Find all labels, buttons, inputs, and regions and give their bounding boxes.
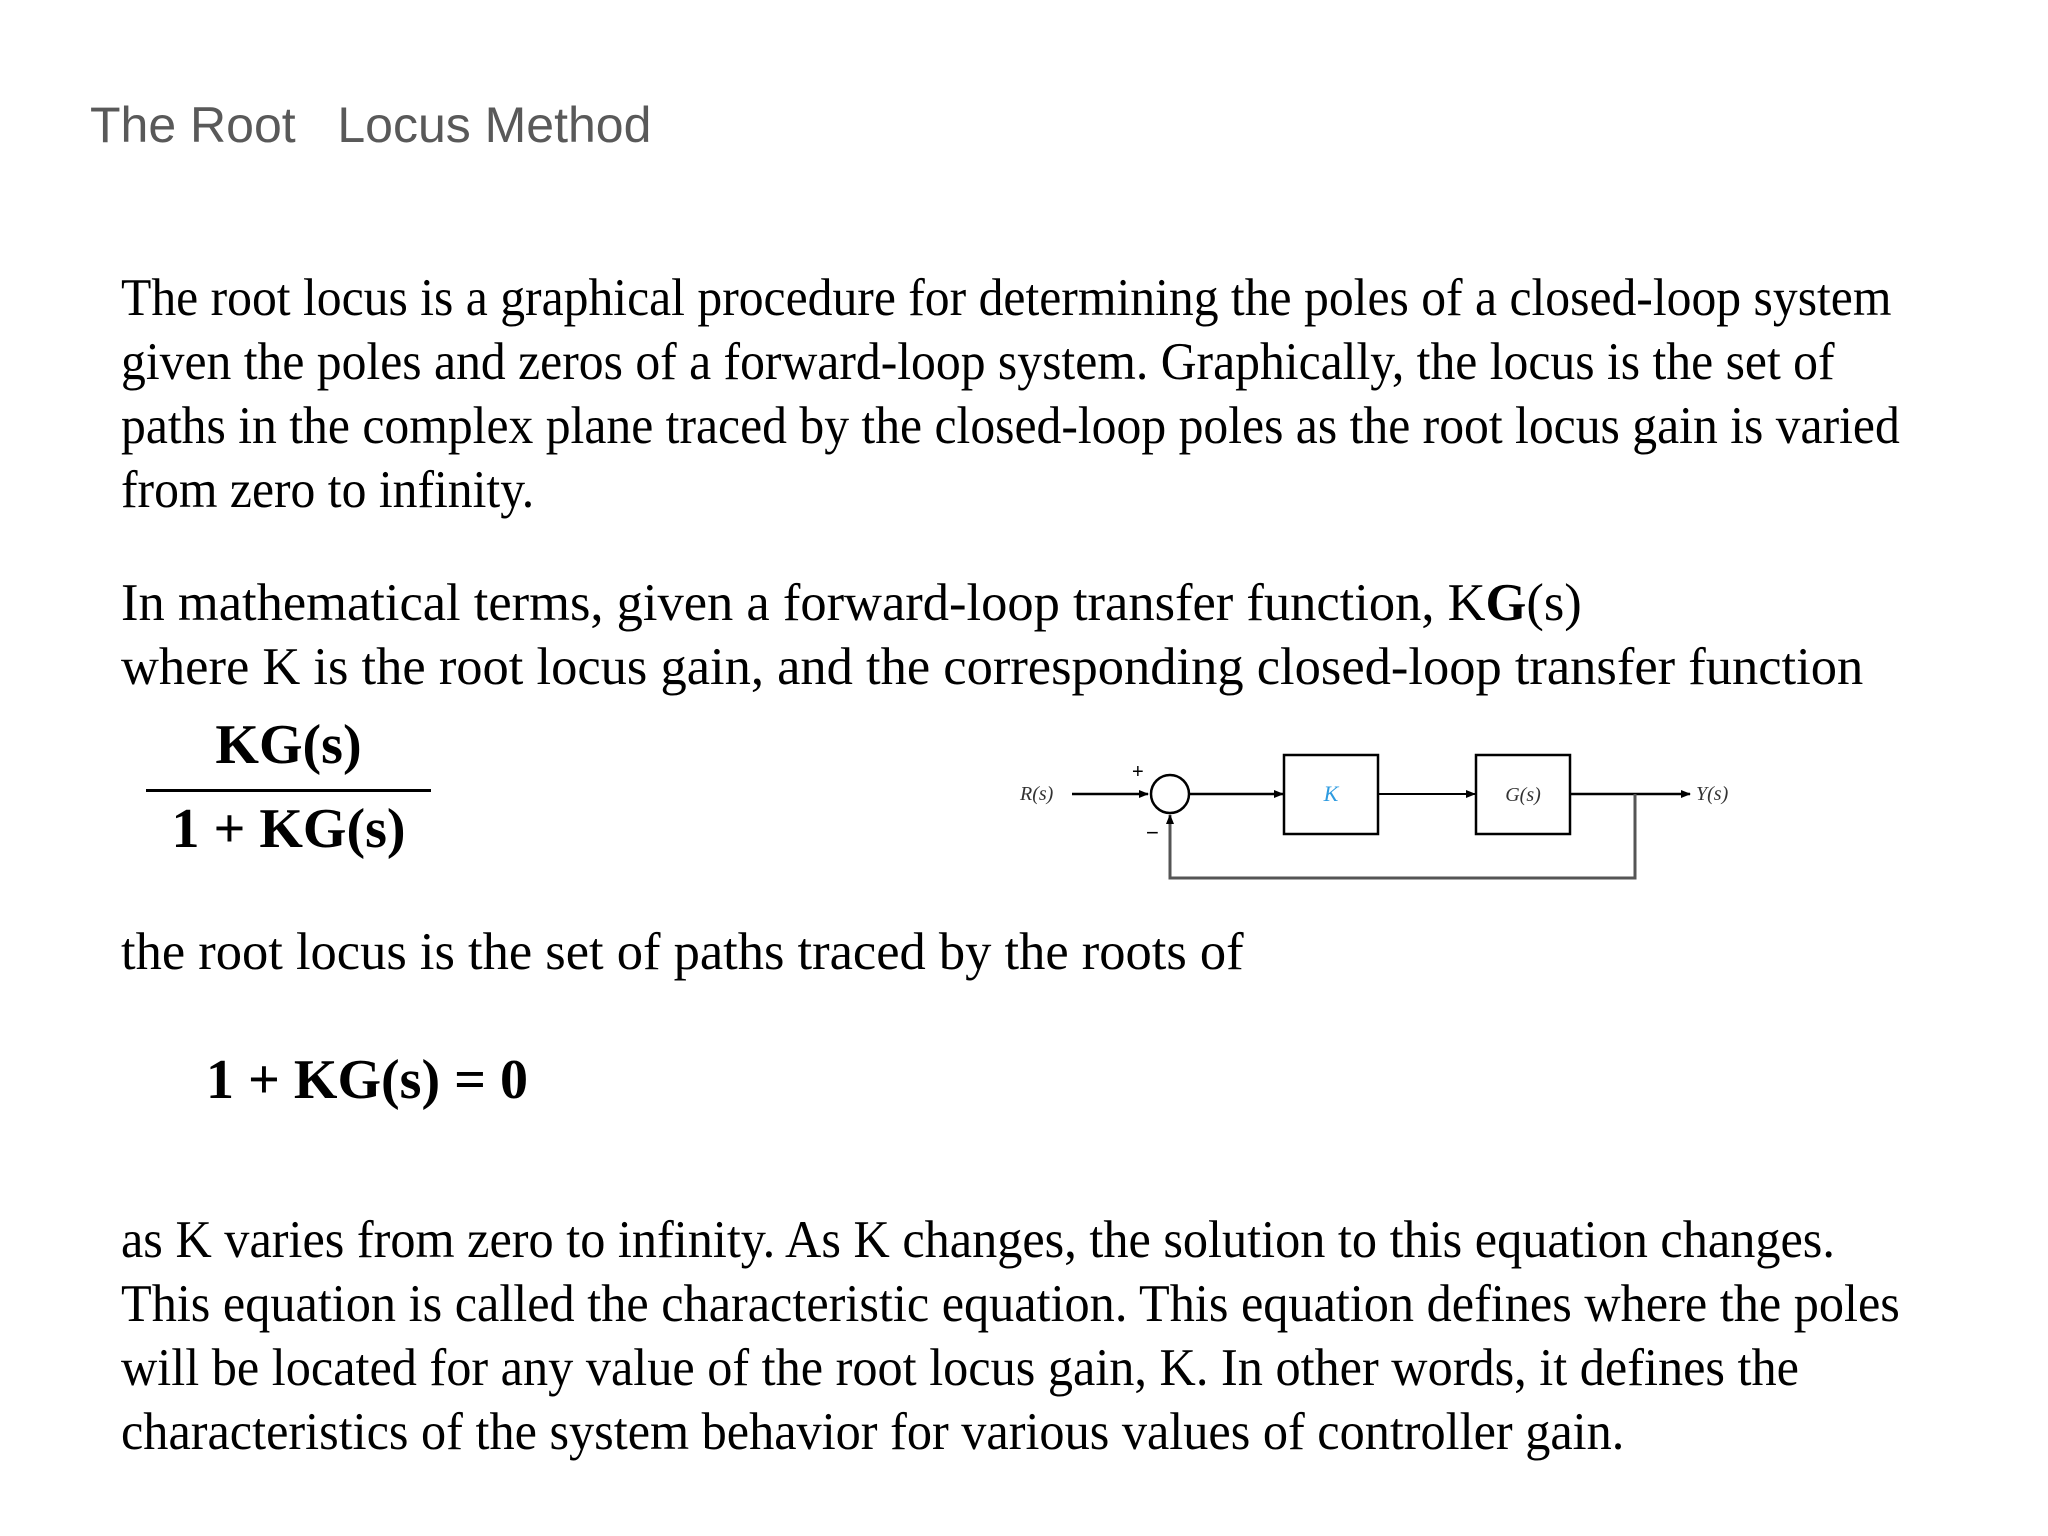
input-signal-label: R(s) <box>1020 783 1054 805</box>
plus-sign: + <box>1132 761 1144 783</box>
gain-symbol: K <box>1447 574 1486 632</box>
paragraph-line: from zero to infinity. <box>121 461 535 519</box>
fraction-numerator: KG(s) <box>215 714 362 776</box>
roots-paragraph <box>121 920 1244 984</box>
paragraph-line: This equation is called the characteristic equation. This equation defines where the poles <box>121 1275 1900 1333</box>
paragraph-line: The root locus is a graphical procedure for determining the poles of a closed-loop system <box>121 269 1892 327</box>
paragraph-text: In mathematical terms, given a forward-loop transfer function, <box>121 574 1448 632</box>
paragraph-line: where K is the root locus gain, and the corresponding closed-loop transfer function <box>121 638 1864 696</box>
paragraph-line <box>121 571 1863 635</box>
paragraph-line: characteristics of the system behavior for various values of controller gain. <box>121 1403 1625 1461</box>
paragraph-line: as K varies from zero to infinity. As K changes, the solution to this equation changes. <box>121 1211 1835 1269</box>
output-signal-label: Y(s) <box>1696 783 1729 805</box>
minus-sign: − <box>1146 820 1159 845</box>
fraction-denominator: 1 + KG(s) <box>171 798 406 860</box>
slide-title: The Root Locus Method <box>90 97 652 153</box>
paragraph-line: will be located for any value of the root locus gain, K. In other words, it defines the <box>121 1339 1799 1397</box>
closed-loop-transfer-function <box>146 715 431 865</box>
paragraph-line: the root locus is the set of paths traced by the roots of <box>121 923 1244 981</box>
plant-block-label: G(s) <box>1505 784 1541 806</box>
forward-transfer-function <box>1448 574 1582 632</box>
feedback-block-diagram <box>1010 750 1770 890</box>
laplace-variable: (s) <box>1526 574 1582 632</box>
fraction-bar <box>146 789 431 792</box>
characteristic-equation: 1 + KG(s) = 0 <box>206 1049 529 1111</box>
paragraph-line: paths in the complex plane traced by the closed-loop poles as the root locus gain is varied <box>121 397 1900 455</box>
characteristic-explanation-paragraph <box>121 1208 1979 1464</box>
paragraph-line: given the poles and zeros of a forward-loop system. Graphically, the locus is the set of <box>121 333 1835 391</box>
gain-block-label: K <box>1323 781 1339 806</box>
intro-paragraph <box>121 266 2002 522</box>
plant-symbol: G <box>1485 574 1527 632</box>
math-terms-paragraph <box>121 571 1863 699</box>
summing-junction <box>1151 775 1189 813</box>
